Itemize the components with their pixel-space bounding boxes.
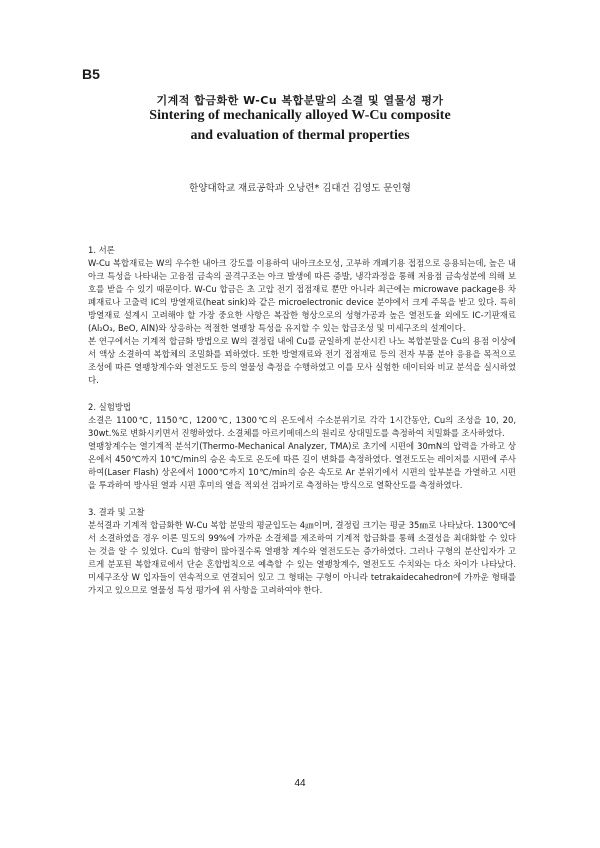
korean-title: 기계적 합금화한 W-Cu 복합분말의 소결 및 열물성 평가 [156, 94, 444, 107]
author-line: 한양대학교 재료공학과 오낭련* 김대건 김영도 문인형 [189, 183, 411, 194]
page-number: 44 [294, 778, 306, 789]
english-title-line-2: and evaluation of thermal properties [190, 128, 410, 143]
paragraph: W-Cu 복합재료는 W의 우수한 내아크 강도를 이용하여 내아크소모성, 고부하 개폐기용 접점으로 응용되는데, 높은 내아크 특성을 나타내는 고융점 금속의 골격구조는 아크 발생에 따른 증발, 냉각과정을 통해 저융점 금속성분에 의해 보호를 받을 수 있기 때문이다. W-Cu 합금은 초 고압 전기 접점재료 뿐만 아니라 최근에는 microwave package용 차폐재료나 고출력 IC의 방열재료(heat sink)와 같은 microelectronic device 분야에서 크게 주목을 받고 있다. 특히 방열재료 설계시 고려해야 할 가장 중요한 사항은 복잡한 형상으로의 성형가공과 높은 열전도율 외에도 IC-기판재료(Al₂O₃, BeO, AlN)와 상응하는 적절한 열팽창 특성을 유지할 수 있는 합금조성 및 미세구조의 설계이다. [88, 258, 516, 333]
section-heading: 1. 서론 [88, 245, 115, 255]
section-methods [88, 401, 516, 492]
paragraph: 본 연구에서는 기계적 합금화 방법으로 W의 결정립 내에 Cu를 균일하게 분산시킨 나노 복합분말을 Cu의 용점 이상에서 액상 소결하여 복합체의 조밀화를 꾀하였다. 또한 방열재료와 전기 접점재료 등의 전자 부품 분야 응용을 목적으로 조성에 따른 열팽창계수와 열전도도 등의 열물성 측정을 수행하였고 이를 모사 실험한 데이터와 비교 분석을 실시하였다. [88, 336, 516, 385]
paragraph: 분석결과 기계적 합금화한 W-Cu 복합 분말의 평균입도는 4㎛이며, 결정립 크기는 평균 35㎚로 나타났다. 1300℃에서 소결하였을 경우 이론 밀도의 99%에 가까운 소결체를 제조하여 기계적 합금화를 통해 소결성을 최대화할 수 있다는 것을 알 수 있었다. Cu의 함량이 많아질수록 열팽창 계수와 열전도도는 증가하였다. 그러나 구형의 분산입자가 고르게 분포된 복합재료에서 단순 혼합법칙으로 예측할 수 있는 열팽창계수, 열전도도 수치와는 다소 차이가 나타났다. 미세구조상 W 입자들이 연속적으로 연결되어 있고 그 형태는 구형이 아니라 tetrakaidecahedron에 가까운 형태를 가지고 있으므로 열물성 특성 평가에 위 사항을 고려하여야 한다. [88, 520, 516, 595]
section-introduction [88, 244, 516, 387]
section-heading: 3. 결과 및 고찰 [88, 507, 145, 517]
paragraph: 소결은 1100℃, 1150℃, 1200℃, 1300℃의 온도에서 수소분위기로 각각 1시간동안, Cu의 조성을 10, 20, 30wt.%로 변화시키면서 진행하였다. 소결체를 아르키메데스의 원리로 상대밀도를 측정하여 치밀화를 조사하였다. [88, 415, 516, 438]
english-title-line-1: Sintering of mechanically alloyed W-Cu composite [149, 108, 451, 123]
paragraph: 열팽창계수는 열기계적 분석기(Thermo-Mechanical Analyzer, TMA)로 초기에 시편에 30mN의 압력을 가하고 상온에서 450℃까지 10℃/min의 승온 속도로 온도에 따른 길이 변화를 측정하였다. 열전도도는 레이저를 시편에 주사하여(Laser Flash) 상온에서 1000℃까지 10℃/min의 승온 속도로 Ar 분위기에서 시편의 앞부분을 가열하고 시편을 투과하여 방사된 열과 시편 후미의 열을 적외선 검파기로 측정하는 방식으로 열확산도를 측정하였다. [88, 441, 516, 490]
abstract-code: B5 [82, 66, 100, 82]
paper-body [88, 244, 516, 597]
section-results [88, 506, 516, 597]
section-heading: 2. 실험방법 [88, 402, 132, 412]
